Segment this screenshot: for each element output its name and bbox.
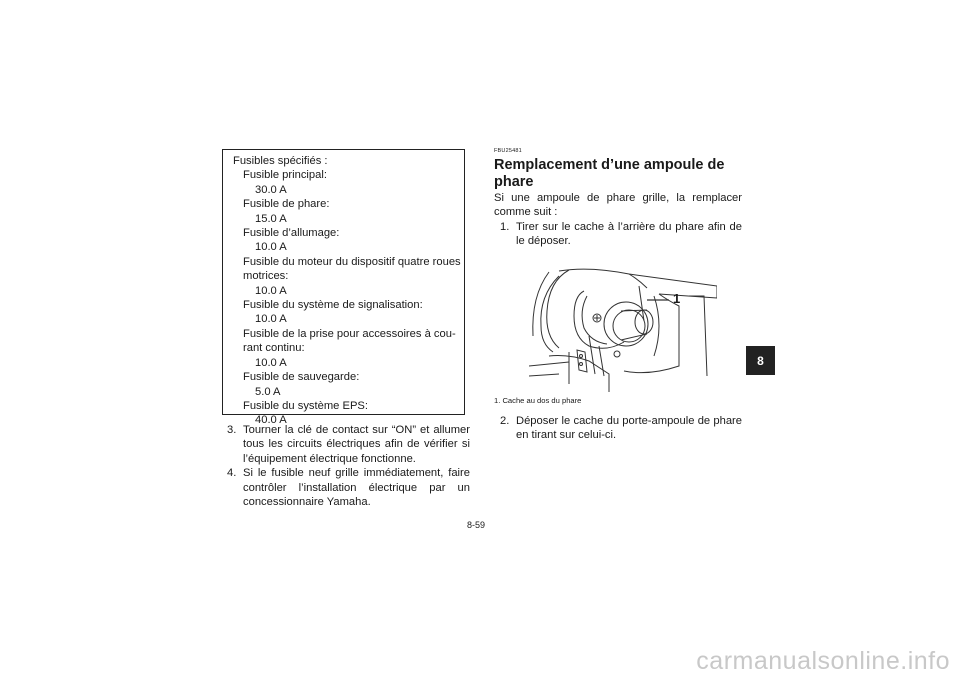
callout-number: 1: [673, 291, 681, 306]
step-number: 3.: [227, 424, 237, 436]
spec-value: 40.0 A: [255, 414, 287, 427]
page-number: 8-59: [467, 520, 486, 530]
spec-name: Fusible principal:: [243, 169, 327, 182]
spec-value: 10.0 A: [255, 241, 287, 254]
step-2: [500, 414, 742, 443]
step-text: Tirer sur le cache à l’arrière du phare afin de le déposer.: [516, 221, 742, 248]
step-1: [500, 220, 742, 249]
step-text: Tourner la clé de contact sur “ON” et allumer tous les circuits électriques afin de vérifier si l’équipement électrique fonctionne.: [243, 424, 470, 465]
spec-name: Fusible du système EPS:: [243, 399, 368, 412]
spec-name: Fusible du moteur du dispositif quatre roues: [243, 255, 461, 268]
spec-name: Fusible d’allumage:: [243, 227, 340, 240]
spec-name: Fusible du système de signalisation:: [243, 299, 423, 312]
step-number: 4.: [227, 467, 237, 480]
spec-value: 5.0 A: [255, 385, 281, 398]
spec-value: 15.0 A: [255, 212, 287, 225]
spec-name: Fusible de sauvegarde:: [243, 371, 360, 384]
spec-value: 10.0 A: [255, 284, 287, 297]
step-text: Déposer le cache du porte-ampoule de phare en tirant sur celui-ci.: [516, 415, 742, 442]
step-4: [227, 466, 470, 509]
section-code: FBU25481: [494, 148, 522, 154]
step-number: 1.: [500, 221, 510, 233]
chapter-tab: 8: [746, 346, 775, 375]
spec-name-cont: motrices:: [243, 270, 289, 283]
fuse-spec-box: [222, 149, 465, 427]
section-heading: Remplacement d’une ampoule de phare: [494, 157, 725, 190]
headlight-illustration: [529, 266, 717, 392]
spec-value: 30.0 A: [255, 183, 287, 196]
section-intro: Si une ampoule de phare grille, la remplacer comme suit :: [494, 192, 742, 219]
spec-name: Fusible de phare:: [243, 198, 330, 211]
spec-value: 10.0 A: [255, 313, 287, 326]
step-text: Si le fusible neuf grille immédiatement, faire contrôler l’installation électrique par un concessionnaire Yamaha.: [243, 467, 470, 509]
watermark-text: carmanualsonline.info: [696, 647, 950, 675]
spec-name: Fusible de la prise pour accessoires à cou-: [243, 327, 456, 340]
spec-name-cont: rant continu:: [243, 342, 305, 355]
step-number: 2.: [500, 415, 510, 427]
spec-value: 10.0 A: [255, 356, 287, 369]
step-3: [227, 423, 470, 466]
spec-title: Fusibles spécifiés :: [233, 155, 328, 167]
figure-caption: 1. Cache au dos du phare: [494, 396, 582, 405]
left-steps: [227, 423, 470, 509]
